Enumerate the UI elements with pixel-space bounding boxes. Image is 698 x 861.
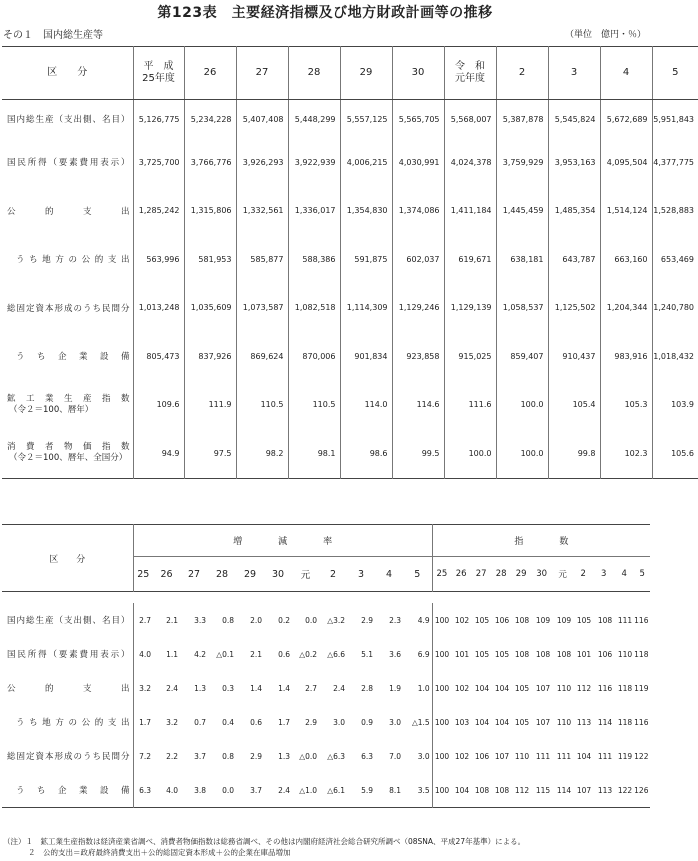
rate-cell: 2.1 — [250, 649, 262, 659]
rate-cell: 3.8 — [194, 785, 206, 795]
rate-cell: 2.9 — [250, 751, 262, 761]
rate-cell: 3.2 — [166, 717, 178, 727]
rate-cell: 2.1 — [166, 615, 178, 625]
t1-cell: 1,058,537 — [496, 284, 548, 333]
t1-cell: 1,018,432 — [652, 332, 698, 381]
rate-cell: 0.7 — [194, 717, 206, 727]
t1-cell: 1,073,587 — [236, 284, 288, 333]
rate-year-header: 25 — [133, 557, 153, 592]
t1-year-header: 27 — [236, 47, 288, 100]
t2-row-label: 総固定資本形成のうち民間分 — [7, 752, 130, 762]
index-cell: 106 — [494, 615, 510, 625]
rate-cell: 3.3 — [194, 615, 206, 625]
rate-cell: 2.9 — [305, 717, 317, 727]
t1-row-label: うち企業設備 — [16, 352, 130, 363]
t2-row-label: 国民所得（要素費用表示） — [7, 650, 130, 660]
t1-row — [2, 235, 698, 284]
t1-cell: 1,285,242 — [133, 187, 184, 236]
index-cell: 100 — [432, 637, 451, 671]
t1-cell: 99.5 — [392, 429, 444, 478]
index-cell: 118 — [617, 683, 633, 693]
t1-row-label-main: 消費者物価指数 — [7, 442, 130, 453]
t2-row-label: 公的支出 — [7, 684, 130, 694]
index-cell: 101 — [454, 649, 470, 659]
t1-row-label: 国内総生産（支出側、名目） — [7, 115, 130, 125]
t1-cell: 1,336,017 — [288, 187, 340, 236]
rate-cell: 0.0 — [222, 785, 234, 795]
rate-cell: 1.4 — [250, 683, 262, 693]
index-cell: 112 — [576, 683, 592, 693]
index-year-header: 4 — [621, 569, 627, 579]
t1-cell: 110.5 — [288, 381, 340, 430]
rate-cell: 2.8 — [361, 683, 373, 693]
index-cell: 111 — [535, 751, 551, 761]
index-cell: 102 — [454, 683, 470, 693]
index-cell: 101 — [576, 649, 592, 659]
t1-cell: 3,725,700 — [133, 138, 184, 187]
t1-cell: 1,114,309 — [340, 284, 392, 333]
rate-year-header: 28 — [215, 568, 229, 580]
index-cell: 102 — [454, 751, 470, 761]
t1-cell: 3,766,776 — [184, 138, 236, 187]
rate-cell: 1.0 — [417, 683, 430, 693]
rate-cell: 1.7 — [278, 717, 290, 727]
rate-cell: △6.6 — [327, 649, 345, 659]
t2-row-label: うち地方の公的支出 — [16, 718, 130, 728]
t1-cell: 1,374,086 — [392, 187, 444, 236]
t1-cell: 3,922,939 — [288, 138, 340, 187]
index-cell: 108 — [556, 649, 572, 659]
t1-year-header: 平 成 25年度 — [133, 47, 184, 100]
index-cell: 102 — [454, 615, 470, 625]
t1-year-header: 29 — [340, 47, 392, 100]
rate-cell: 6.3 — [133, 773, 153, 808]
t1-cell: 1,240,780 — [652, 284, 698, 333]
t1-row — [2, 381, 698, 430]
index-cell: 108 — [494, 785, 510, 795]
t1-row-label: 国民所得（要素費用表示） — [7, 158, 130, 169]
rate-cell: 8.1 — [389, 785, 401, 795]
index-cell: 100 — [432, 603, 451, 637]
index-cell: 106 — [474, 751, 490, 761]
rate-year-header: 4 — [385, 568, 393, 580]
t1-cell: 1,528,883 — [652, 187, 698, 236]
index-cell: 108 — [514, 615, 530, 625]
rate-cell: 1.7 — [133, 705, 153, 739]
index-cell: 104 — [494, 717, 510, 727]
gdp-table — [2, 46, 698, 479]
rate-cell: 3.0 — [389, 717, 401, 727]
t1-cell: 1,129,246 — [392, 284, 444, 333]
t1-cell: 109.6 — [133, 381, 184, 430]
index-cell: 111 — [556, 751, 572, 761]
rate-cell: 3.2 — [133, 671, 153, 705]
index-cell: 116 — [634, 717, 649, 727]
t1-year-header: 26 — [184, 47, 236, 100]
index-group-header: 指 数 — [432, 525, 650, 557]
t1-label-header: 区 分 — [2, 47, 133, 100]
t1-cell: 653,469 — [652, 235, 698, 284]
rate-cell: 5.9 — [361, 785, 373, 795]
t1-cell: 4,006,215 — [340, 138, 392, 187]
index-cell: 104 — [494, 683, 510, 693]
t1-cell: 983,916 — [600, 332, 652, 381]
index-cell: 118 — [634, 649, 649, 659]
t1-cell: 98.6 — [340, 429, 392, 478]
rate-year-header: 29 — [243, 568, 257, 580]
t1-cell: 1,315,806 — [184, 187, 236, 236]
t1-cell: 100.0 — [496, 429, 548, 478]
t2-row — [2, 603, 650, 637]
rate-cell: 6.3 — [361, 751, 373, 761]
t1-cell: 638,181 — [496, 235, 548, 284]
index-year-header: 2 — [580, 569, 586, 579]
rate-cell: △6.1 — [327, 785, 345, 795]
index-cell: 118 — [617, 717, 633, 727]
index-cell: 107 — [535, 717, 551, 727]
t1-cell: 1,013,248 — [133, 284, 184, 333]
t1-row — [2, 187, 698, 236]
section-subtitle: その１ 国内総生産等 — [3, 30, 103, 41]
index-cell: 109 — [556, 615, 572, 625]
index-year-header: 30 — [536, 569, 548, 579]
t2-spacer-cell — [2, 592, 650, 604]
t1-cell: 94.9 — [133, 429, 184, 478]
unit-note: （単位 億円・％） — [564, 30, 646, 40]
rate-cell: 3.0 — [417, 751, 430, 761]
t1-cell: 100.0 — [496, 381, 548, 430]
index-cell: 113 — [597, 785, 613, 795]
t1-cell: 1,411,184 — [444, 187, 496, 236]
index-cell: 122 — [634, 751, 649, 761]
t1-row-label: 総固定資本形成のうち民間分 — [7, 303, 130, 314]
rate-year-header: 5 — [414, 568, 421, 580]
t1-row-label: 公的支出 — [7, 206, 130, 217]
t1-cell: 5,568,007 — [444, 100, 496, 139]
t1-cell: 588,386 — [288, 235, 340, 284]
t1-cell: 100.0 — [444, 429, 496, 478]
rate-cell: 0.3 — [222, 683, 234, 693]
t1-cell: 805,473 — [133, 332, 184, 381]
rate-year-header: 27 — [187, 568, 201, 580]
footnotes — [3, 836, 525, 858]
rate-group-header: 増 減 率 — [133, 525, 432, 557]
index-cell: 110 — [556, 717, 572, 727]
t1-row-label — [2, 429, 133, 478]
t1-cell: 5,557,125 — [340, 100, 392, 139]
t1-cell: 1,485,354 — [548, 187, 600, 236]
index-cell: 114 — [556, 785, 572, 795]
index-cell: 107 — [535, 683, 551, 693]
index-year-header: 3 — [600, 569, 607, 579]
footnote-2: ２ 公的支出＝政府最終消費支出＋公的総固定資本形成＋公的企業在庫品増加 — [28, 848, 291, 857]
t1-cell: 859,407 — [496, 332, 548, 381]
t1-year-header: 28 — [288, 47, 340, 100]
index-cell: 110 — [514, 751, 530, 761]
t1-cell: 1,082,518 — [288, 284, 340, 333]
index-cell: 100 — [432, 773, 451, 808]
rate-cell: 0.2 — [278, 615, 290, 625]
index-cell: 108 — [474, 785, 490, 795]
index-cell: 107 — [576, 785, 592, 795]
t2-row-label: うち企業設備 — [16, 786, 130, 796]
t1-row — [2, 138, 698, 187]
t1-cell: 1,332,561 — [236, 187, 288, 236]
index-cell: 100 — [432, 705, 451, 739]
rate-cell: 7.0 — [389, 751, 401, 761]
t1-cell: 114.0 — [340, 381, 392, 430]
t1-cell: 870,006 — [288, 332, 340, 381]
t1-cell: 5,234,228 — [184, 100, 236, 139]
rate-year-header: 2 — [329, 568, 337, 580]
rate-cell: △1.5 — [411, 717, 430, 727]
rate-cell: △0.1 — [216, 649, 234, 659]
t1-cell: 111.9 — [184, 381, 236, 430]
index-cell: 109 — [535, 615, 551, 625]
index-cell: 105 — [576, 615, 592, 625]
t1-cell: 910,437 — [548, 332, 600, 381]
t1-cell: 619,671 — [444, 235, 496, 284]
index-cell: 126 — [634, 785, 649, 795]
rate-cell: 3.0 — [333, 717, 345, 727]
index-cell: 116 — [634, 615, 649, 625]
t1-cell: 105.3 — [600, 381, 652, 430]
t2-row — [2, 671, 650, 705]
index-cell: 105 — [474, 615, 490, 625]
rate-cell: 2.7 — [305, 683, 317, 693]
rate-cell: 4.0 — [166, 785, 178, 795]
rate-cell: 5.1 — [361, 649, 373, 659]
t1-cell: 901,834 — [340, 332, 392, 381]
t1-cell: 1,125,502 — [548, 284, 600, 333]
t1-year-header: 令 和 元年度 — [444, 47, 496, 100]
t1-cell: 923,858 — [392, 332, 444, 381]
rate-year-header: 30 — [271, 568, 285, 580]
index-cell: 119 — [634, 683, 649, 693]
rate-cell: 2.7 — [133, 603, 153, 637]
index-cell: 110 — [556, 683, 572, 693]
t1-cell: 103.9 — [652, 381, 698, 430]
t1-row-label: うち地方の公的支出 — [16, 255, 130, 266]
rate-cell: △1.0 — [299, 785, 317, 795]
index-cell: 105 — [514, 683, 530, 693]
t1-cell: 111.6 — [444, 381, 496, 430]
t2-row — [2, 773, 650, 808]
t1-cell: 1,445,459 — [496, 187, 548, 236]
t1-cell: 3,759,929 — [496, 138, 548, 187]
t2-row — [2, 739, 650, 773]
t2-spacer-row — [2, 592, 650, 604]
t1-cell: 98.1 — [288, 429, 340, 478]
index-cell: 103 — [454, 717, 470, 727]
footnote-1: （注）１ 鉱工業生産指数は経済産業省調べ、消費者物価指数は総務省調べ、その他は内閣府経済社会総合研究所調べ（08SNA、平成27年基準）による。 — [3, 837, 526, 846]
rate-cell: △6.3 — [327, 751, 345, 761]
rate-cell: 2.4 — [333, 683, 345, 693]
growth-index-table — [2, 524, 650, 808]
rate-cell: 4.0 — [133, 637, 153, 671]
t1-cell: 4,377,775 — [652, 138, 698, 187]
t1-cell: 837,926 — [184, 332, 236, 381]
t1-row-label — [2, 381, 133, 430]
rate-cell: 1.3 — [278, 751, 290, 761]
index-cell: 107 — [494, 751, 510, 761]
index-cell: 105 — [494, 649, 510, 659]
rate-cell: 4.2 — [194, 649, 206, 659]
rate-cell: 2.0 — [250, 615, 262, 625]
index-cell: 112 — [514, 785, 530, 795]
rate-cell: 0.0 — [305, 615, 317, 625]
index-cell: 116 — [597, 683, 613, 693]
t1-cell: 591,875 — [340, 235, 392, 284]
t1-cell: 581,953 — [184, 235, 236, 284]
rate-cell: △3.2 — [327, 615, 345, 625]
t1-year-header: 2 — [496, 47, 548, 100]
rate-cell: 0.8 — [222, 615, 234, 625]
index-cell: 104 — [474, 683, 490, 693]
index-cell: 108 — [535, 649, 551, 659]
index-cell: 100 — [432, 739, 451, 773]
rate-cell: 0.8 — [222, 751, 234, 761]
rate-cell: 3.7 — [194, 751, 206, 761]
t1-row — [2, 429, 698, 478]
index-cell: 122 — [617, 785, 633, 795]
t1-cell: 5,448,299 — [288, 100, 340, 139]
rate-cell: 3.6 — [389, 649, 401, 659]
t1-cell: 1,035,609 — [184, 284, 236, 333]
index-cell: 104 — [576, 751, 592, 761]
t1-cell: 97.5 — [184, 429, 236, 478]
t1-row — [2, 100, 698, 139]
rate-cell: △0.2 — [299, 649, 317, 659]
t1-cell: 110.5 — [236, 381, 288, 430]
t1-year-header: 30 — [392, 47, 444, 100]
rate-cell: 1.1 — [166, 649, 178, 659]
t1-cell: 3,926,293 — [236, 138, 288, 187]
rate-cell: 0.6 — [278, 649, 290, 659]
t2-row — [2, 705, 650, 739]
t1-cell: 5,951,843 — [652, 100, 698, 139]
rate-year-header: 元 — [300, 570, 311, 581]
t1-row — [2, 284, 698, 333]
rate-cell: 0.9 — [361, 717, 373, 727]
rate-cell: 2.4 — [166, 683, 178, 693]
t1-row-label-main: 鉱工業生産指数 — [7, 393, 130, 404]
t1-cell: 1,354,830 — [340, 187, 392, 236]
t1-cell: 5,672,689 — [600, 100, 652, 139]
t1-cell: 105.4 — [548, 381, 600, 430]
t2-row — [2, 637, 650, 671]
t1-cell: 1,514,124 — [600, 187, 652, 236]
index-cell: 105 — [514, 717, 530, 727]
t1-cell: 1,204,344 — [600, 284, 652, 333]
rate-cell: 1.3 — [194, 683, 206, 693]
t1-cell: 4,024,378 — [444, 138, 496, 187]
t1-cell: 643,787 — [548, 235, 600, 284]
index-cell: 119 — [617, 751, 633, 761]
index-cell: 104 — [474, 717, 490, 727]
rate-cell: 2.2 — [166, 751, 178, 761]
t1-year-header: 3 — [548, 47, 600, 100]
index-year-header: 5 — [639, 569, 645, 579]
rate-cell: 2.3 — [389, 615, 401, 625]
t1-cell: 5,407,408 — [236, 100, 288, 139]
rate-cell: 1.4 — [278, 683, 290, 693]
rate-cell: 3.5 — [417, 785, 430, 795]
t1-cell: 114.6 — [392, 381, 444, 430]
rate-cell: △0.0 — [299, 751, 317, 761]
t1-cell: 5,126,775 — [133, 100, 184, 139]
index-year-header: 26 — [455, 569, 467, 579]
rate-cell: 6.9 — [417, 649, 430, 659]
rate-year-header: 3 — [357, 568, 365, 580]
t1-cell: 3,953,163 — [548, 138, 600, 187]
index-cell: 110 — [617, 649, 633, 659]
t1-cell: 4,095,504 — [600, 138, 652, 187]
t1-row-label-sub: （令２＝100、暦年、全国分） — [9, 453, 128, 464]
t1-cell: 663,160 — [600, 235, 652, 284]
rate-year-header: 26 — [160, 568, 173, 580]
index-cell: 108 — [597, 615, 613, 625]
index-cell: 111 — [617, 615, 633, 625]
t1-cell: 602,037 — [392, 235, 444, 284]
index-cell: 113 — [576, 717, 592, 727]
rate-cell: 0.4 — [222, 717, 234, 727]
index-year-header: 28 — [495, 569, 507, 579]
rate-cell: 4.9 — [417, 615, 430, 625]
rate-cell: 3.7 — [250, 785, 262, 795]
rate-cell: 2.9 — [361, 615, 373, 625]
rate-cell: 7.2 — [133, 739, 153, 773]
t1-cell: 1,129,139 — [444, 284, 496, 333]
t1-cell: 585,877 — [236, 235, 288, 284]
t1-year-header: 5 — [652, 47, 698, 100]
index-cell: 115 — [535, 785, 551, 795]
t2-row-label: 国内総生産（支出側、名目） — [7, 616, 130, 626]
t1-cell: 98.2 — [236, 429, 288, 478]
t1-cell: 5,387,878 — [496, 100, 548, 139]
index-cell: 100 — [432, 671, 451, 705]
t1-cell: 99.8 — [548, 429, 600, 478]
index-cell: 104 — [454, 785, 470, 795]
index-cell: 108 — [514, 649, 530, 659]
t1-year-header: 4 — [600, 47, 652, 100]
t1-cell: 915,025 — [444, 332, 496, 381]
index-cell: 106 — [597, 649, 613, 659]
rate-cell: 2.4 — [278, 785, 290, 795]
index-year-header: 元 — [558, 570, 567, 580]
t1-cell: 105.6 — [652, 429, 698, 478]
index-cell: 111 — [597, 751, 613, 761]
t1-cell: 5,545,824 — [548, 100, 600, 139]
rate-cell: 1.9 — [389, 683, 401, 693]
t1-cell: 5,565,705 — [392, 100, 444, 139]
index-year-header: 27 — [475, 569, 487, 579]
t1-cell: 563,996 — [133, 235, 184, 284]
index-year-header: 25 — [432, 557, 451, 592]
page-title: 第123表 主要経済指標及び地方財政計画等の推移 — [157, 5, 493, 21]
t1-row-label-sub: （令２＝100、暦年） — [9, 404, 94, 415]
index-cell: 105 — [474, 649, 490, 659]
rate-cell: 0.6 — [250, 717, 262, 727]
index-cell: 114 — [597, 717, 613, 727]
index-year-header: 29 — [515, 569, 527, 579]
t1-cell: 869,624 — [236, 332, 288, 381]
t1-row — [2, 332, 698, 381]
t1-cell: 102.3 — [600, 429, 652, 478]
t2-label-header: 区 分 — [49, 554, 86, 565]
t1-cell: 4,030,991 — [392, 138, 444, 187]
